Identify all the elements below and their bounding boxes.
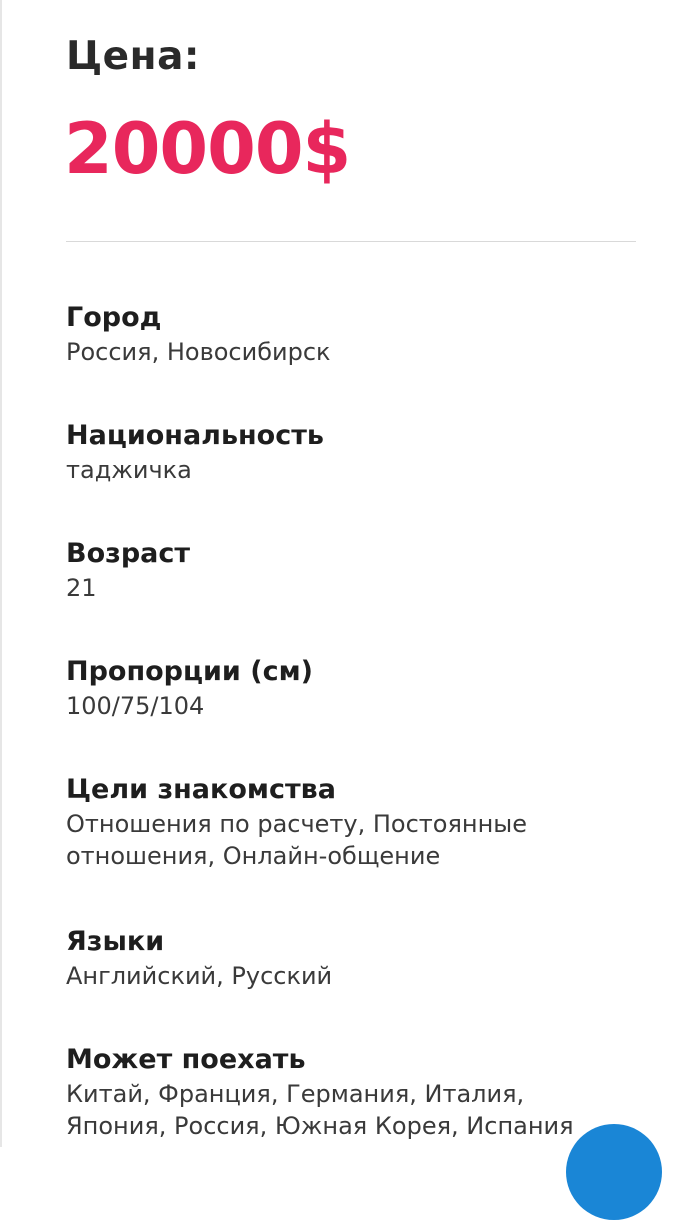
field-proportions: [66, 654, 666, 722]
field-value: таджичка: [66, 456, 192, 484]
field-value: Отношения по расчету, Постоянные отношения, Онлайн-общение: [66, 810, 527, 870]
left-edge: [0, 0, 2, 1147]
price-value: 20000$: [64, 108, 351, 190]
field-age: [66, 536, 666, 604]
field-value: 100/75/104: [66, 692, 205, 720]
field-dating-goals: [66, 772, 666, 872]
field-label: Цели знакомства: [66, 774, 336, 805]
field-value: Английский, Русский: [66, 962, 333, 990]
field-label: Национальность: [66, 420, 324, 451]
field-value: 21: [66, 574, 97, 602]
field-label: Может поехать: [66, 1044, 306, 1075]
divider: [66, 241, 636, 242]
field-can-travel: [66, 1042, 666, 1142]
field-languages: [66, 924, 666, 992]
field-label: Возраст: [66, 538, 191, 569]
field-value: Китай, Франция, Германия, Италия, Япония, Россия, Южная Корея, Испания: [66, 1080, 574, 1140]
floating-action-button[interactable]: [566, 1124, 662, 1220]
price-label: Цена:: [66, 34, 200, 79]
field-city: [66, 300, 666, 368]
field-value: Россия, Новосибирск: [66, 338, 331, 366]
field-nationality: [66, 418, 666, 486]
field-label: Пропорции (см): [66, 656, 314, 687]
field-label: Город: [66, 302, 162, 333]
field-label: Языки: [66, 926, 165, 957]
